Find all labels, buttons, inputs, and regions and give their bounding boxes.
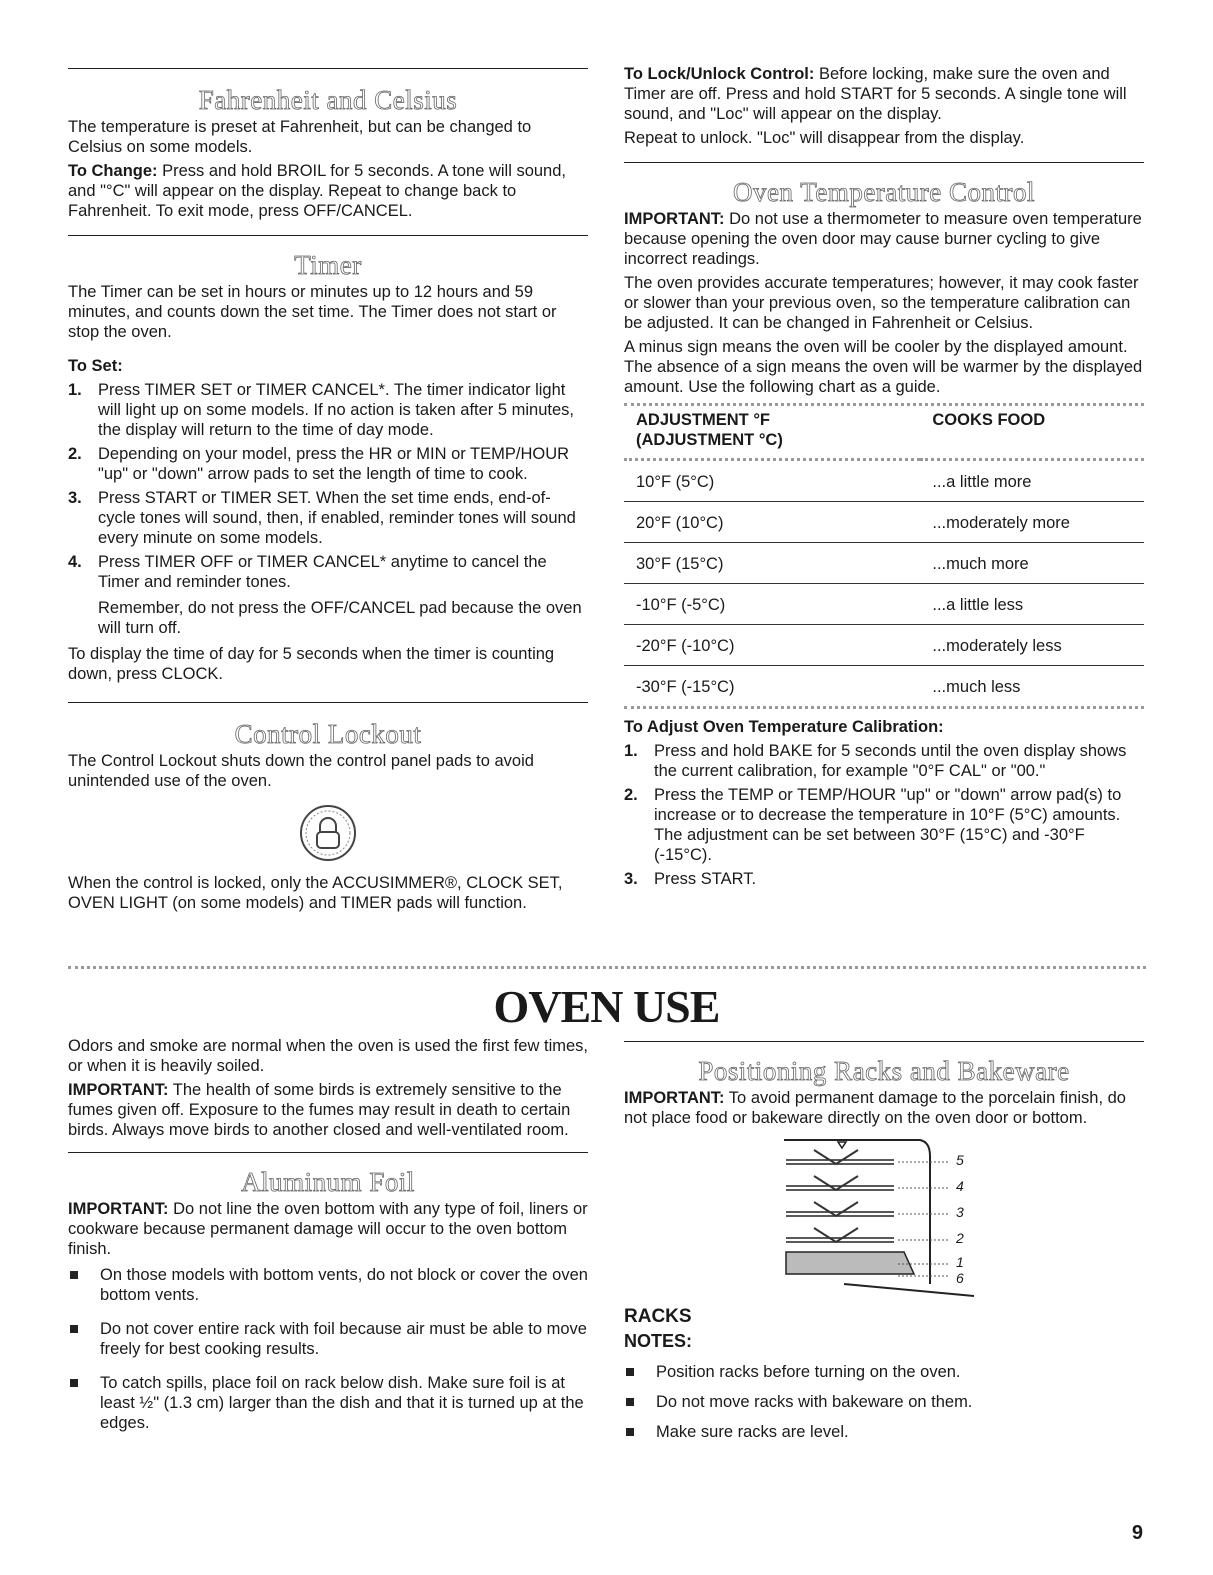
- important-text: To avoid permanent damage to the porcelain finish, do not place food or bakeware directly on the oven door or bottom.: [624, 1089, 1126, 1127]
- cooks-cell: ...a little less: [920, 584, 1144, 625]
- fahrenheit-change: [68, 161, 588, 221]
- cooks-cell: ...moderately more: [920, 502, 1144, 543]
- table-row: [624, 460, 1144, 502]
- table-row: [624, 543, 1144, 584]
- timer-step: [68, 444, 588, 484]
- temp-control-heading: Oven Temperature Control: [732, 177, 1036, 207]
- rack-position-label: 1: [956, 1254, 964, 1270]
- calib-steps: [624, 741, 1144, 889]
- temp-para2: The oven provides accurate temperatures; however, it may cook faster or slower than your previous oven, so the temperature calibration can be adjusted. It can be changed in Fahrenheit or Celsius.: [624, 274, 1139, 332]
- racks-heading: Positioning Racks and Bakeware: [698, 1056, 1070, 1086]
- timer-display-note: To display the time of day for 5 seconds when the timer is counting down, press CLOCK.: [68, 645, 555, 683]
- timer-step: [68, 552, 588, 638]
- section-rule: [68, 68, 588, 69]
- lockout-locked-text: When the control is locked, only the ACCUSIMMER®, CLOCK SET, OVEN LIGHT (on some models) and TIMER pads will function.: [68, 874, 563, 912]
- lockout-intro: The Control Lockout shuts down the control panel pads to avoid unintended use of the oven.: [68, 752, 534, 790]
- step-text: Press and hold BAKE for 5 seconds until the oven display shows the current calibration, for example "0°F CAL" or "00.": [654, 742, 1127, 780]
- change-label: To Change:: [68, 162, 158, 180]
- foil-important: [68, 1199, 588, 1259]
- timer-intro: The Timer can be set in hours or minutes up to 12 hours and 59 minutes, and counts down the set time. The Timer does not start or stop the oven.: [68, 283, 557, 341]
- list-item: To catch spills, place foil on rack below dish. Make sure foil is at least ½" (1.3 cm) larger than the dish and that it is turned up at the edges.: [68, 1373, 588, 1433]
- list-item: Position racks before turning on the oven.: [624, 1362, 1144, 1382]
- rack-position-label: 2: [956, 1230, 964, 1246]
- temp-important: [624, 209, 1144, 269]
- timer-step: [68, 380, 588, 440]
- header-adj-f: ADJUSTMENT °F: [636, 411, 771, 429]
- step-number: 3.: [624, 870, 638, 888]
- list-item: Make sure racks are level.: [624, 1422, 1144, 1442]
- important-label: IMPORTANT:: [68, 1081, 169, 1099]
- timer-heading: Timer: [294, 250, 362, 280]
- adj-cell: -30°F (-15°C): [636, 678, 735, 696]
- adj-cell: 20°F (10°C): [624, 502, 920, 543]
- calib-label: [624, 717, 1144, 737]
- step-number: 2.: [68, 445, 82, 463]
- header-adjustment: [624, 406, 920, 458]
- lock-icon: [298, 803, 358, 863]
- important-label: IMPORTANT:: [624, 210, 725, 228]
- timer-set-label: [68, 356, 588, 376]
- lock-text: Before locking, make sure the oven and Timer are off. Press and hold START for 5 seconds. A single tone will sound, and "Loc" will appear on the display.: [624, 65, 1127, 123]
- list-item: On those models with bottom vents, do not block or cover the oven bottom vents.: [68, 1265, 588, 1305]
- step-number: 4.: [68, 553, 82, 571]
- header-adj-c: (ADJUSTMENT °C): [636, 431, 783, 449]
- foil-bullets: [68, 1265, 588, 1433]
- step-text: Press START.: [654, 870, 757, 888]
- header-cooks: COOKS FOOD: [932, 411, 1046, 429]
- step-number: 3.: [68, 489, 82, 507]
- right-column-bottom: [624, 1036, 1144, 1452]
- oven-use-important: [68, 1080, 588, 1140]
- left-column-bottom: [68, 1036, 588, 1447]
- notes-label: NOTES:: [624, 1331, 693, 1351]
- racks-important: [624, 1088, 1144, 1128]
- calib-step: [624, 741, 1144, 781]
- step-text: Depending on your model, press the HR or MIN or TEMP/HOUR "up" or "down" arrow pads to set the length of time to cook.: [98, 445, 570, 483]
- lockout-heading: Control Lockout: [234, 719, 422, 749]
- important-text: Do not use a thermometer to measure oven temperature because opening the oven door may cause burner cycling to give incorrect readings.: [624, 210, 1142, 268]
- section-rule: [68, 1152, 588, 1153]
- important-label: IMPORTANT:: [68, 1200, 169, 1218]
- cooks-cell: ...much less: [932, 678, 1021, 696]
- set-label: To Set:: [68, 357, 123, 375]
- timer-steps: [68, 380, 588, 638]
- adj-cell: -20°F (-10°C): [624, 625, 920, 666]
- rack-position-label: 4: [956, 1178, 964, 1194]
- lock-unlock-instructions: [624, 64, 1144, 124]
- step-text: Press TIMER SET or TIMER CANCEL*. The timer indicator light will light up on some models. If no action is taken after 5 minutes, the display will return to the time of day mode.: [98, 381, 574, 439]
- calib-step: [624, 785, 1144, 865]
- step-number: 1.: [68, 381, 82, 399]
- adj-cell: 30°F (15°C): [624, 543, 920, 584]
- timer-remember: Remember, do not press the OFF/CANCEL pad because the oven will turn off.: [98, 599, 582, 637]
- step-text: Press TIMER OFF or TIMER CANCEL* anytime to cancel the Timer and reminder tones.: [98, 553, 547, 591]
- step-number: 1.: [624, 742, 638, 760]
- rack-position-label: 3: [956, 1204, 964, 1220]
- list-item: Do not cover entire rack with foil because air must be able to move freely for best cooking results.: [68, 1319, 588, 1359]
- unlock-text: Repeat to unlock. "Loc" will disappear from the display.: [624, 129, 1025, 147]
- calib-label-text: To Adjust Oven Temperature Calibration:: [624, 718, 944, 736]
- list-item: Do not move racks with bakeware on them.: [624, 1392, 1144, 1412]
- rack-positions-diagram: [774, 1134, 974, 1306]
- cooks-cell: ...moderately less: [920, 625, 1144, 666]
- adj-cell: -10°F (-5°C): [624, 584, 920, 625]
- important-label: IMPORTANT:: [624, 1089, 725, 1107]
- cooks-cell: ...a little more: [920, 460, 1144, 502]
- table-bottom-rule: [624, 706, 1144, 709]
- step-number: 2.: [624, 786, 638, 804]
- calib-step: [624, 869, 1144, 889]
- fahrenheit-intro: The temperature is preset at Fahrenheit, but can be changed to Celsius on some models.: [68, 118, 532, 156]
- racks-label: RACKS: [624, 1306, 692, 1327]
- section-rule: [624, 162, 1144, 163]
- oven-use-intro: Odors and smoke are normal when the oven is used the first few times, or when it is heavily soiled.: [68, 1037, 588, 1075]
- adjustment-table: [624, 406, 1144, 706]
- rack-notes: [624, 1362, 1144, 1442]
- section-rule: [68, 702, 588, 703]
- right-column-top: [624, 64, 1144, 893]
- section-rule: [624, 1041, 1144, 1042]
- step-text: Press START or TIMER SET. When the set time ends, end-of-cycle tones will sound, then, if enabled, reminder tones will sound every minute on some models.: [98, 489, 576, 547]
- table-row: [624, 584, 1144, 625]
- page-divider: [68, 966, 1146, 969]
- section-rule: [68, 235, 588, 236]
- page-number: 9: [1131, 1522, 1143, 1544]
- rack-position-label: 6: [956, 1270, 964, 1286]
- table-row: [624, 666, 1144, 707]
- cooks-cell: ...much more: [920, 543, 1144, 584]
- adj-cell: 10°F (5°C): [624, 460, 920, 502]
- fahrenheit-heading: Fahrenheit and Celsius: [198, 85, 458, 115]
- important-text: The health of some birds is extremely sensitive to the fumes given off. Exposure to the fumes may result in death to certain birds. Always move birds to another closed and well-ventilated room.: [68, 1081, 571, 1139]
- change-text: Press and hold BROIL for 5 seconds. A tone will sound, and "°C" will appear on the display. Repeat to change back to Fahrenheit. To exit mode, press OFF/CANCEL.: [68, 162, 566, 220]
- table-row: [624, 502, 1144, 543]
- step-text: Press the TEMP or TEMP/HOUR "up" or "down" arrow pad(s) to increase or to decrease the temperature in 10°F (5°C) amounts. The adjustment can be set between 30°F (15°C) and -30°F (-15°C).: [654, 786, 1122, 864]
- temp-para3: A minus sign means the oven will be cooler by the displayed amount. The absence of a sign means the oven will be warmer by the displayed amount. Use the following chart as a guide.: [624, 338, 1143, 396]
- left-column-top: [68, 68, 588, 917]
- table-header-row: [624, 406, 1144, 458]
- foil-heading: Aluminum Foil: [241, 1167, 415, 1197]
- lock-label: To Lock/Unlock Control:: [624, 65, 815, 83]
- table-row: [624, 625, 1144, 666]
- timer-step: [68, 488, 588, 548]
- page-title: OVEN USE: [493, 981, 720, 1032]
- rack-position-label: 5: [956, 1152, 964, 1168]
- important-text: Do not line the oven bottom with any type of foil, liners or cookware because permanent damage will occur to the oven bottom finish.: [68, 1200, 588, 1258]
